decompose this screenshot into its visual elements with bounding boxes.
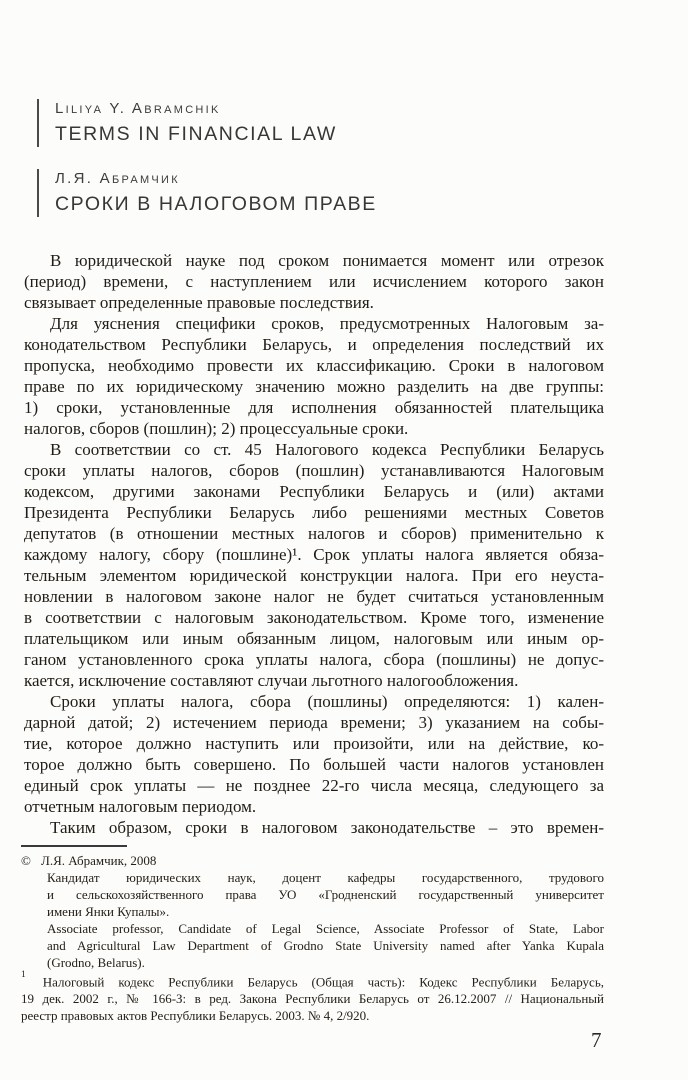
body-line: кается, исключение составляют случаи льготного налогообложения.: [24, 671, 519, 690]
body-line: плательщиком или иным обязанным лицом, налоговым или иным ор-: [24, 629, 604, 648]
body-line: ганом установленного срока уплаты налога, сбора (пошлины) не допус-: [24, 650, 604, 669]
body-line: кодексом, другими законами Республики Беларусь и (или) актами: [24, 482, 604, 501]
body-line: Президента Республики Беларусь либо решениями местных Советов: [24, 503, 604, 522]
article-body: [24, 250, 604, 838]
body-line: в соответствии с налоговым законодательством. Кроме того, изменение: [24, 608, 604, 627]
body-paragraph-2: [24, 313, 604, 439]
footnote-line: имени Янки Купалы».: [47, 904, 170, 919]
body-line: новлении в налоговом законе налог не будет считаться установленным: [24, 587, 604, 606]
footnote-line: 19 дек. 2002 г., № 166-З: в ред. Закона Республики Беларусь от 26.12.2007 // Национальный: [21, 991, 604, 1007]
body-line: сроки уплаты налогов, сборов (пошлин) устанавливаются Налоговым: [24, 461, 604, 480]
body-line: 1) сроки, установленные для исполнения обязанностей плательщика: [24, 398, 604, 417]
body-paragraph-1: [24, 250, 604, 313]
body-line: пропуска, необходимо провести их классификацию. Сроки в налоговом: [24, 356, 604, 375]
author-name-ru: Л.Я. Абрамчик: [55, 170, 180, 187]
body-line: связывает определенные правовые последствия.: [24, 293, 374, 312]
body-paragraph-5: [24, 817, 604, 838]
footnote-line: [21, 971, 604, 990]
footnote-affiliation-en: [47, 920, 604, 971]
body-line: отчетным налоговым периодом.: [24, 797, 257, 816]
body-line: тие, которое должно наступить или произойти, или на действие, ко-: [24, 734, 604, 753]
body-line: праве по их юридическому значению можно разделить на две группы:: [24, 377, 604, 396]
article-title-en: TERMS IN FINANCIAL LAW: [55, 123, 337, 145]
footnote-reference: [21, 971, 604, 1024]
author-name-en: Liliya Y. Abramchik: [55, 100, 221, 117]
body-line: конодательством Республики Беларусь, и определения последствий их: [24, 335, 604, 354]
footnote-line: реестр правовых актов Республики Беларусь. 2003. № 4, 2/920.: [21, 1008, 370, 1024]
body-line: Для уяснения специфики сроков, предусмотренных Налоговым за-: [50, 314, 604, 333]
body-line: Сроки уплаты налога, сбора (пошлины) определяются: 1) кален-: [50, 692, 604, 711]
body-line: тельным элементом юридической конструкции налога. При его неуста-: [24, 566, 604, 585]
footnote-line: Associate professor, Candidate of Legal Science, Associate Professor of State, Labor: [47, 921, 604, 936]
body-line-with-footnote-ref: каждому налогу, сбору (пошлине)¹. Срок уплаты налога является обяза-: [24, 545, 604, 564]
body-paragraph-4: [24, 691, 604, 817]
body-line: торое должно быть совершено. По большей части налогов установлен: [24, 755, 604, 774]
copyright-text: Л.Я. Абрамчик, 2008: [41, 853, 157, 868]
body-line: В юридической науке под сроком понимается момент или отрезок: [50, 251, 604, 270]
body-line: В соответствии со ст. 45 Налогового кодекса Республики Беларусь: [50, 440, 604, 459]
footnote-line: and Agricultural Law Department of Grodno State University named after Yanka Kupala: [47, 938, 604, 953]
page-number: 7: [591, 1028, 602, 1052]
copyright-symbol: ©: [21, 853, 31, 868]
footnote-affiliation-ru: [47, 869, 604, 920]
footnote-divider: [21, 845, 127, 847]
body-paragraph-3: [24, 439, 604, 691]
footnote-line: (Grodno, Belarus).: [47, 955, 145, 970]
header-english: [37, 99, 337, 147]
footnote-line: и сельскохозяйственного права УО «Гродненский государственный университет: [47, 887, 604, 902]
body-line: налогов, сборов (пошлин); 2) процессуальные сроки.: [24, 419, 409, 438]
footnote-section: [21, 845, 604, 1024]
body-line: (период) времени, с наступлением или исчислением которого закон: [24, 272, 604, 291]
header-russian: [37, 169, 377, 217]
body-line: единый срок уплаты — не позднее 22-го числа месяца, следующего за: [24, 776, 604, 795]
body-line: дарной датой; 2) истечением периода времени; 3) указанием на собы-: [24, 713, 604, 732]
article-title-ru: СРОКИ В НАЛОГОВОМ ПРАВЕ: [55, 193, 377, 215]
footnote-copyright: [21, 852, 604, 869]
body-line: Таким образом, сроки в налоговом законодательстве – это времен-: [50, 818, 604, 837]
footnote-marker: 1: [21, 970, 26, 980]
footnote-line: Кандидат юридических наук, доцент кафедры государственного, трудового: [47, 870, 604, 885]
footnote-reference-text: Налоговый кодекс Республики Беларусь (Общая часть): Кодекс Республики Беларусь,: [42, 974, 604, 990]
body-line: депутатов (в отношении местных налогов и сборов) применительно к: [24, 524, 604, 543]
